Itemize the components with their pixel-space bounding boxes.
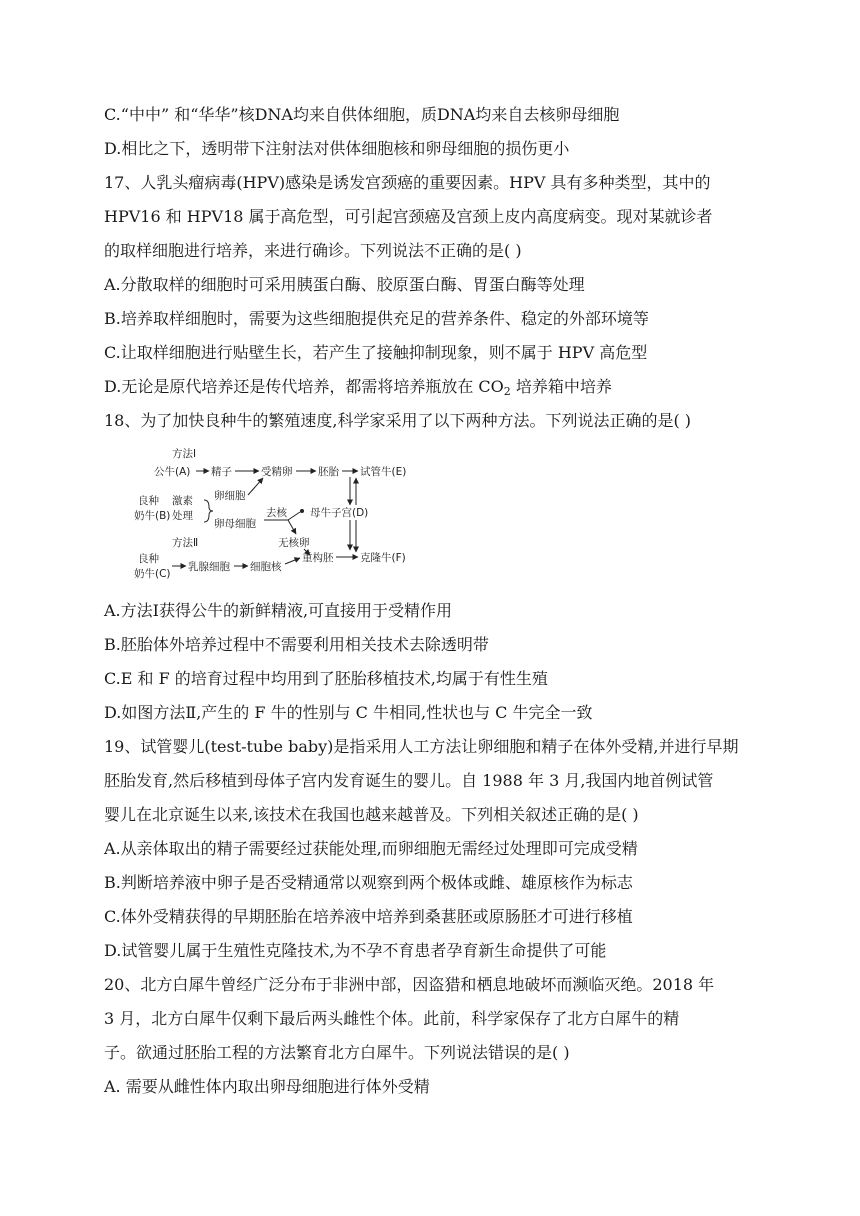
label-nucleus: 细胞核 xyxy=(250,561,282,573)
label-good-breed-1: 良种 xyxy=(138,495,159,507)
option-a-18: A.方法Ⅰ获得公牛的新鲜精液,可直接用于受精作用 xyxy=(104,601,453,620)
option-a-17: A.分散取样的细胞时可采用胰蛋白酶、胶原蛋白酶、胃蛋白酶等处理 xyxy=(104,275,585,294)
label-enucleated-egg: 无核卵 xyxy=(278,537,310,549)
label-bull-a: 公牛(A) xyxy=(154,466,191,478)
option-b-18: B.胚胎体外培养过程中不需要利用相关技术去除透明带 xyxy=(104,635,489,654)
brace xyxy=(204,500,213,522)
question-20-stem-2: 3 月，北方白犀牛仅剩下最后两头雌性个体。此前，科学家保存了北方白犀牛的精 xyxy=(104,1009,680,1028)
label-fertilized-egg: 受精卵 xyxy=(261,466,293,478)
label-hormone-2: 处理 xyxy=(172,510,193,522)
label-clone-cow: 克隆牛(F) xyxy=(360,552,406,564)
option-d-17-text: D.无论是原代培养还是传代培养，都需将培养瓶放在 CO xyxy=(104,377,504,396)
label-mother-uterus: 母牛子宫(D) xyxy=(310,507,369,519)
option-d-17 xyxy=(104,376,612,398)
option-d-16: D.相比之下，透明带下注射法对供体细胞核和卵母细胞的损伤更小 xyxy=(104,139,570,158)
label-sperm: 精子 xyxy=(211,466,232,478)
arrow-to-enucleated xyxy=(288,520,296,534)
question-20-stem-1: 20、北方白犀牛曾经广泛分布于非洲中部，因盗猎和栖息地破坏而濒临灭绝。2018 年 xyxy=(104,975,715,994)
option-d-18: D.如图方法Ⅱ,产生的 F 牛的性别与 C 牛相同,性状也与 C 牛完全一致 xyxy=(104,703,593,722)
label-reconstructed-embryo: 重构胚 xyxy=(302,552,334,564)
question-19-stem-1: 19、试管婴儿(test-tube baby)是指采用人工方法让卵细胞和精子在体外受精,并进行早期 xyxy=(104,737,739,756)
question-20-stem-3: 子。欲通过胚胎工程的方法繁育北方白犀牛。下列说法错误的是( ) xyxy=(104,1043,570,1062)
breeding-diagram-svg xyxy=(120,440,420,586)
option-d-19: D.试管婴儿属于生殖性克隆技术,为不孕不育患者孕育新生命提供了可能 xyxy=(104,941,607,960)
label-oocyte: 卵母细胞 xyxy=(214,518,256,530)
option-c-17: C.让取样细胞进行贴壁生长，若产生了接触抑制现象，则不属于 HPV 高危型 xyxy=(104,343,648,362)
label-mammary-cell: 乳腺细胞 xyxy=(188,561,230,573)
label-method2: 方法Ⅱ xyxy=(172,537,199,549)
option-b-19: B.判断培养液中卵子是否受精通常以观察到两个极体或雌、雄原核作为标志 xyxy=(104,873,633,892)
question-17-stem-3: 的取样细胞进行培养，来进行确诊。下列说法不正确的是( ) xyxy=(104,241,522,260)
option-c-16: C.“中中” 和“华华”核DNA均来自供体细胞，质DNA均来自去核卵母细胞 xyxy=(104,105,620,124)
option-b-17: B.培养取样细胞时，需要为这些细胞提供充足的营养条件、稳定的外部环境等 xyxy=(104,309,649,328)
label-egg-cell: 卵细胞 xyxy=(214,490,246,502)
label-good-breed-2: 良种 xyxy=(138,553,159,565)
label-hormone-1: 激素 xyxy=(172,495,193,507)
option-c-19: C.体外受精获得的早期胚胎在培养液中培养到桑葚胚或原肠胚才可进行移植 xyxy=(104,907,633,926)
arrow-egg-fertilized xyxy=(248,478,263,495)
option-a-20: A. 需要从雌性体内取出卵母细胞进行体外受精 xyxy=(104,1077,430,1096)
question-17-stem-1: 17、人乳头瘤病毒(HPV)感染是诱发宫颈癌的重要因素。HPV 具有多种类型，其中的 xyxy=(104,173,711,192)
breeding-methods-diagram xyxy=(120,440,420,586)
option-a-19: A.从亲体取出的精子需要经过获能处理,而卵细胞无需经过处理即可完成受精 xyxy=(104,839,638,858)
label-cow-c: 奶牛(C) xyxy=(134,568,171,580)
question-17-stem-2: HPV16 和 HPV18 属于高危型，可引起宫颈癌及宫颈上皮内高度病变。现对某就诊者 xyxy=(104,207,713,226)
arrow-nucleus-reconstructed xyxy=(285,558,300,564)
option-c-18: C.E 和 F 的培育过程中均用到了胚胎移植技术,均属于有性生殖 xyxy=(104,669,548,688)
denucleate-branch-up xyxy=(288,512,300,520)
question-18-stem: 18、为了加快良种牛的繁殖速度,科学家采用了以下两种方法。下列说法正确的是( ) xyxy=(104,411,692,430)
label-denucleate: 去核 xyxy=(266,507,287,519)
label-cow-b: 奶牛(B) xyxy=(134,510,171,522)
option-d-17-tail: 培养箱中培养 xyxy=(510,377,612,396)
co2-subscript: 2 xyxy=(503,385,511,398)
question-19-stem-3: 婴儿在北京诞生以来,该技术在我国也越来越普及。下列相关叙述正确的是( ) xyxy=(104,805,639,824)
label-test-tube-cow: 试管牛(E) xyxy=(360,466,407,478)
removed-nucleus-dot xyxy=(300,509,304,513)
question-19-stem-2: 胚胎发育,然后移植到母体子宫内发育诞生的婴儿。自 1988 年 3 月,我国内地首例试管 xyxy=(104,771,714,790)
label-embryo: 胚胎 xyxy=(318,466,339,478)
label-method1: 方法Ⅰ xyxy=(172,448,197,460)
